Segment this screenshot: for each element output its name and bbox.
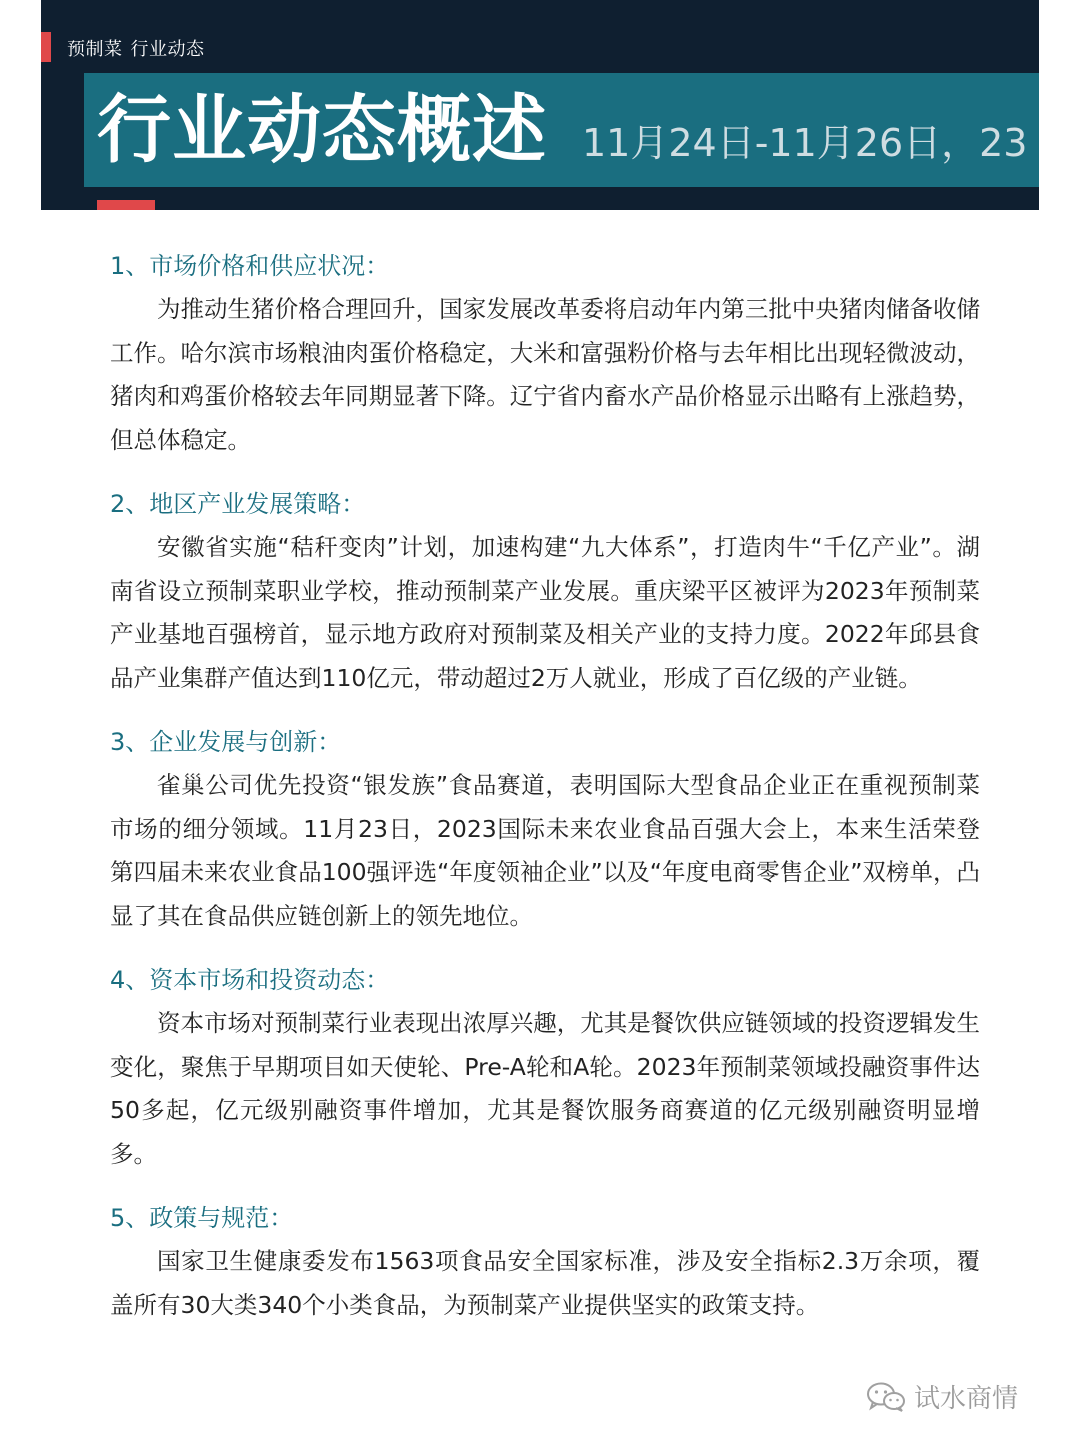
title-accent-underline xyxy=(97,200,155,210)
section-paragraph: 雀巢公司优先投资“银发族”食品赛道，表明国际大型食品企业正在重视预制菜市场的细分领域。11月23日，2023国际未来农业食品百强大会上，本来生活荣登第四届未来农业食品100强评选“年度领袖企业”以及“年度电商零售企业”双榜单，凸显了其在食品供应链创新上的领先地位。 xyxy=(110,771,980,930)
section-paragraph: 资本市场对预制菜行业表现出浓厚兴趣，尤其是餐饮供应链领域的投资逻辑发生变化，聚焦于早期项目如天使轮、Pre-A轮和A轮。2023年预制菜领域投融资事件达50多起，亿元级别融资事件增加，尤其是餐饮服务商赛道的亿元级别融资明显增多。 xyxy=(110,1009,980,1168)
category-tag: 预制菜 xyxy=(67,39,123,60)
section-heading: 3、企业发展与创新： xyxy=(110,728,342,756)
section-market-prices xyxy=(110,244,980,462)
category-tags xyxy=(67,35,213,61)
watermark xyxy=(866,1378,1018,1415)
watermark-text: 试水商情 xyxy=(913,1384,1018,1414)
section-paragraph: 国家卫生健康委发布1563项食品安全国家标准，涉及安全指标2.3万余项，覆盖所有30大类340个小类食品，为预制菜产业提供坚实的政策支持。 xyxy=(110,1247,980,1319)
category-tag: 行业动态 xyxy=(130,39,205,60)
header-accent-mark xyxy=(41,32,51,62)
section-enterprise-innovation xyxy=(110,720,980,938)
section-policy xyxy=(110,1196,980,1327)
wechat-icon xyxy=(866,1381,906,1413)
section-heading: 5、政策与规范： xyxy=(110,1204,294,1232)
section-paragraph: 为推动生猪价格合理回升，国家发展改革委将启动年内第三批中央猪肉储备收储工作。哈尔滨市场粮油肉蛋价格稳定，大米和富强粉价格与去年相比出现轻微波动，猪肉和鸡蛋价格较去年同期显著下降。辽宁省内畜水产品价格显示出略有上涨趋势，但总体稳定。 xyxy=(110,295,980,454)
page-title: 行业动态概述 xyxy=(97,87,547,173)
section-heading: 1、市场价格和供应状况： xyxy=(110,252,390,280)
section-paragraph: 安徽省实施“秸秆变肉”计划，加速构建“九大体系”，打造肉牛“千亿产业”。湖南省设立预制菜职业学校，推动预制菜产业发展。重庆梁平区被评为2023年预制菜产业基地百强榜首，显示地方政府对预制菜及相关产业的支持力度。2022年邱县食品产业集群产值达到110亿元，带动超过2万人就业，形成了百亿级的产业链。 xyxy=(110,533,980,692)
section-capital-market xyxy=(110,958,980,1176)
article-content xyxy=(110,244,980,1347)
section-heading: 2、地区产业发展策略： xyxy=(110,490,366,518)
section-regional-strategy xyxy=(110,482,980,700)
date-range: 11月24日-11月26日，23 xyxy=(582,121,1028,165)
section-heading: 4、资本市场和投资动态： xyxy=(110,966,390,994)
